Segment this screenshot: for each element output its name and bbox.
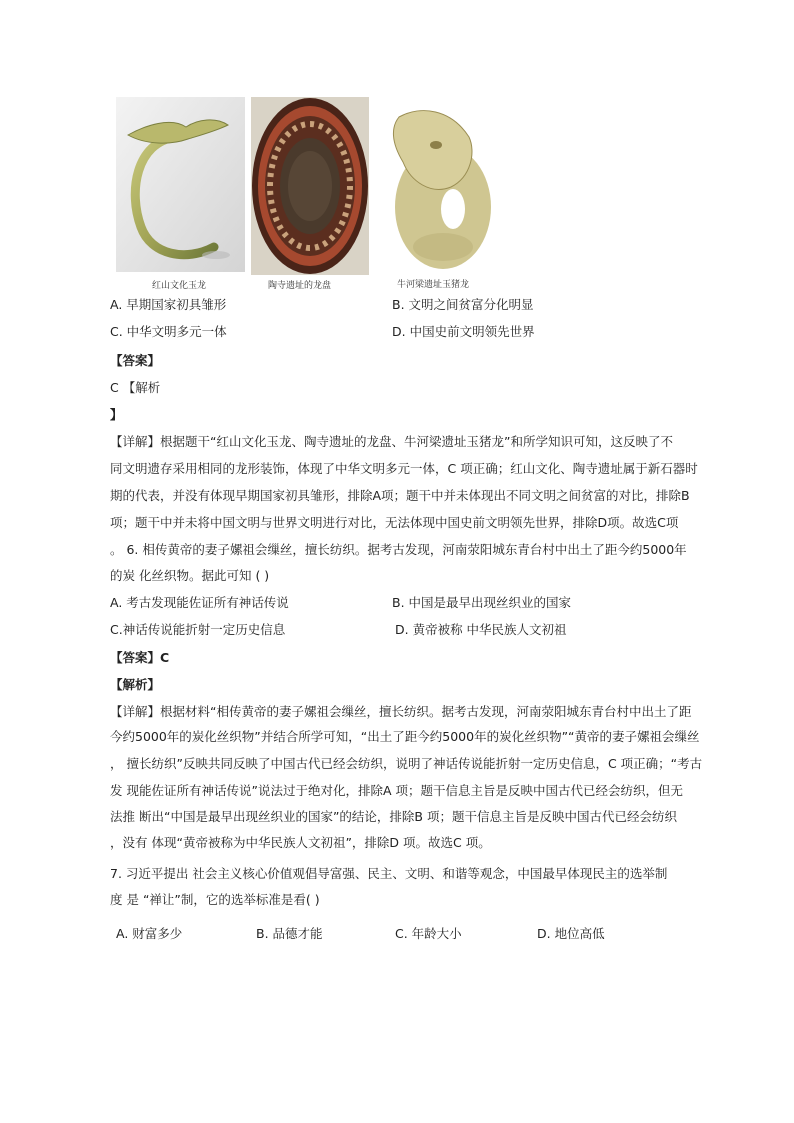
q5-option-a: A. 早期国家初具雏形 [110, 297, 227, 312]
pig-dragon-caption: 牛河梁遗址玉猪龙 [397, 280, 470, 290]
jade-dragon-caption: 红山文化玉龙 [152, 281, 207, 291]
jade-dragon-image [116, 97, 245, 272]
q5-answer-line: C 【解析 [110, 380, 161, 395]
dragon-plate-caption: 陶寺遗址的龙盘 [268, 281, 332, 291]
jade-pig-dragon-image [381, 97, 500, 275]
q5-detail-line-6: 的炭 化丝织物。据此可知 ( ) [110, 568, 270, 583]
q6-option-c: C.神话传说能折射一定历史信息 [110, 622, 286, 637]
dragon-plate-image [251, 97, 369, 275]
q7-option-c: C. 年龄大小 [395, 926, 462, 941]
q6-detail-line-6: ，没有 体现“黄帝被称为中华民族人文初祖”，排除D 项。故选C 项。 [110, 835, 491, 850]
q6-detail-line-2: 今约5000年的炭化丝织物”并结合所学可知，“出土了距今约5000年的炭化丝织物”“黄帝的妻子嫘祖会缫丝 [110, 729, 700, 744]
q6-detail-line-3: ， 擅长纺织”反映共同反映了中国古代已经会纺织，说明了神话传说能折射一定历史信息，C 项正确；“考古 [110, 756, 703, 771]
q5-answer-label: 【答案】 [110, 353, 161, 368]
q6-option-a: A. 考古发现能佐证所有神话传说 [110, 595, 289, 610]
q5-detail-line-4: 项；题干中并未将中国文明与世界文明进行对比，无法体现中国史前文明领先世界，排除D项。故选C项 [110, 515, 679, 530]
q5-detail-line-2: 同文明遗存采用相同的龙形装饰，体现了中华文明多元一体，C 项正确；红山文化、陶寺遗址属于新石器时 [110, 461, 698, 476]
q6-answer-line: 【答案】C [110, 650, 170, 665]
q7-option-a: A. 财富多少 [116, 926, 183, 941]
q6-analysis-label: 【解析】 [110, 677, 161, 692]
q6-detail-line-4: 发 现能佐证所有神话传说”说法过于绝对化，排除A 项；题干信息主旨是反映中国古代已经会纺织，但无 [110, 783, 683, 798]
q7-option-b: B. 品德才能 [256, 926, 323, 941]
q5-detail-line-1: 【详解】根据题干“红山文化玉龙、陶寺遗址的龙盘、牛河梁遗址玉猪龙”和所学知识可知，这反映了不 [110, 434, 673, 449]
q7-option-d: D. 地位高低 [537, 926, 605, 941]
q6-option-d: D. 黄帝被称 中华民族人文初祖 [395, 622, 567, 637]
q5-bracket-close: 】 [110, 407, 123, 422]
q5-detail-line-3: 期的代表，并没有体现早期国家初具雏形，排除A项；题干中并未体现出不同文明之间贫富的对比，排除B [110, 488, 690, 503]
q5-option-d: D. 中国史前文明领先世界 [392, 324, 535, 339]
q5-detail-line-5: 。 6. 相传黄帝的妻子嫘祖会缫丝，擅长纺织。据考古发现，河南荥阳城东青台村中出土了距今约5000年 [110, 542, 687, 557]
q6-detail-line-5: 法推 断出“中国是最早出现丝织业的国家”的结论，排除B 项；题干信息主旨是反映中国古代已经会纺织 [110, 809, 677, 824]
q5-option-c: C. 中华文明多元一体 [110, 324, 227, 339]
q7-stem-line-1: 7. 习近平提出 社会主义核心价值观倡导富强、民主、文明、和谐等观念，中国最早体现民主的选举制 [110, 866, 668, 881]
q6-option-b: B. 中国是最早出现丝织业的国家 [392, 595, 572, 610]
q7-stem-line-2: 度 是 “禅让”制，它的选举标准是看( ) [110, 892, 320, 907]
q5-option-b: B. 文明之间贫富分化明显 [392, 297, 534, 312]
q6-detail-line-1: 【详解】根据材料“相传黄帝的妻子嫘祖会缫丝，擅长纺织。据考古发现，河南荥阳城东青台村中出土了距 [110, 704, 692, 719]
